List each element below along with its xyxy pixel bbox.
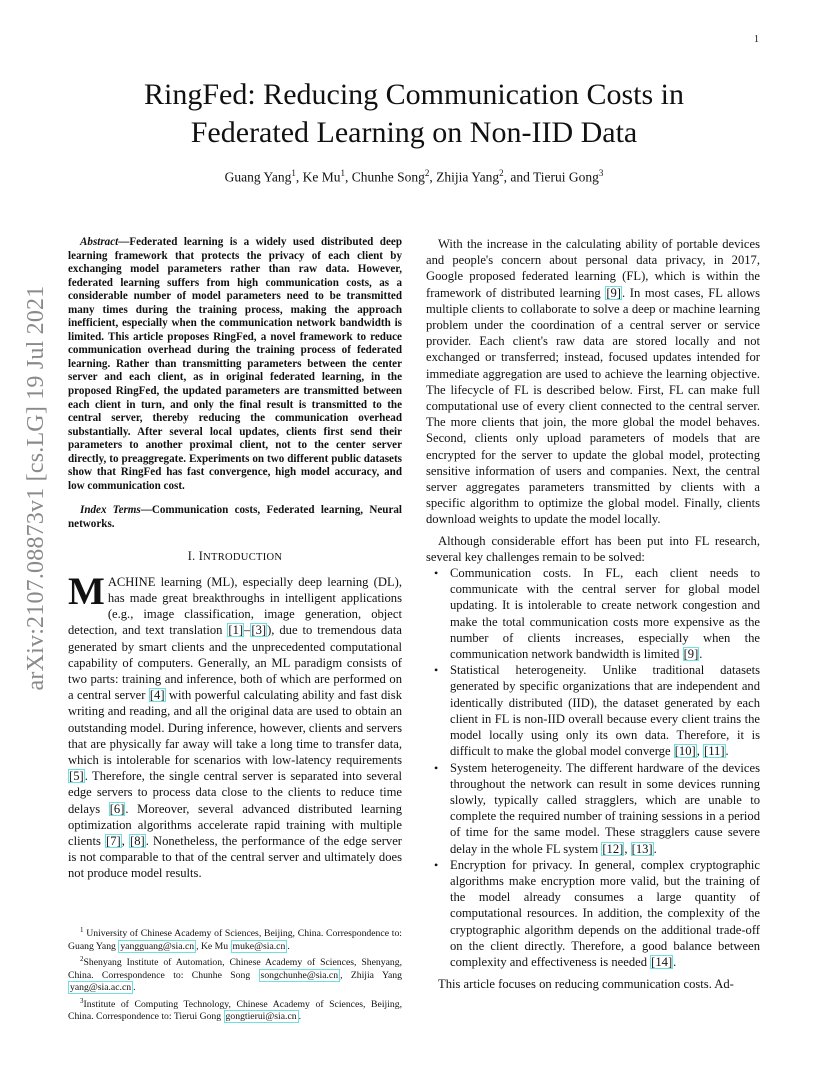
citation-link[interactable]: [14] [651, 954, 673, 969]
bullet-icon: • [434, 760, 439, 775]
index-terms-label: Index Terms [80, 504, 141, 517]
right-column [426, 236, 760, 992]
footnote-text: Shenyang Institute of Automation, Chinese Academy of Sciences, Shenyang, China. Correspondence to: Chunhe Song [68, 957, 402, 981]
section-initial: I [198, 549, 204, 564]
bullet-icon: • [434, 566, 439, 581]
body-paragraph: This article focuses on reducing communication costs. Ad- [438, 977, 734, 992]
body-text: . In most cases, FL allows multiple clients to collaborate to solve a deep or machine learning problem under the coordination of a central server or service provider. Each client's raw data are stored locally and not exchanged or transferred; instead, focused updates intended for immediate aggregation are used to achieve the learning objective. The lifecycle of FL is described below. First, FL can make full computational use of every client connected to the central server. The more clients that join, the more global the model behaves. Second, clients only upload parameters of models that are encrypted for the server to update the global model, protecting sensitive information of users and companies. Next, the central server aggregates parameters transmitted by clients with a specific algorithm to optimize the global model. Finally, clients download weights to update the model locally. [426, 285, 761, 527]
email-link[interactable]: muke@sia.cn [232, 940, 286, 952]
list-text: System heterogeneity. The different hardware of the devices throughout the network can result in some devices running slowly, typically called stragglers, which are unable to complete the required number of training sessions in a period of time for the same model. These stragglers cause severe delay in the whole FL system [450, 760, 760, 856]
citation-link[interactable]: [8] [130, 833, 145, 848]
footnote-text: . [287, 940, 290, 952]
footnote-text: University of Chinese Academy of Sciences, Beijing, China. Correspondence to: Guang Yang [68, 928, 402, 952]
intro-text: with powerful calculating ability and fast disk writing and reading, and all the original data are used to obtain an outstanding model. During inference, however, clients and servers that are physically far away will take a long time to transfer data, which is intolerable for scenarios with low-latency requirements [68, 688, 402, 767]
footnote-3 [68, 995, 402, 1024]
index-terms [68, 504, 402, 531]
footnote-mark: 3 [80, 996, 84, 1005]
list-item [426, 857, 760, 970]
list-item [426, 760, 760, 857]
author-name: Chunhe Song [351, 169, 425, 185]
footnote-text: . [298, 1011, 302, 1023]
affiliation-mark: 1 [291, 168, 296, 178]
citation-link[interactable]: [6] [109, 801, 125, 816]
abstract-label: Abstract [80, 236, 119, 248]
citation-link[interactable]: [3] [251, 623, 267, 638]
footnote-text: . [133, 982, 136, 994]
citation-link[interactable]: [11] [704, 744, 725, 759]
body-text: With the increase in the calculating ability of portable devices and people's concern about personal data privacy, in 2017, Google proposed federated learning (FL), which is within the framework of distributed learning [426, 237, 760, 300]
footnote-text: , Zhijia Yang [340, 969, 402, 981]
citation-link[interactable]: [9] [606, 285, 621, 300]
bullet-icon: • [434, 857, 439, 872]
footnote-mark: 1 [80, 926, 84, 934]
intro-text: learning (ML), especially deep learning (DL), has made great breakthroughs in intelligent applications (e.g., image classification, image generation, object detection, and text translation [68, 574, 402, 638]
intro-text: . Nonetheless, the performance of the edge server is not comparable to that of the central server and ultimately does not produce model results. [68, 833, 402, 881]
abstract-text: —Federated learning is a widely used distributed deep learning framework that protects the privacy of each client by exchanging model parameters rather than raw data. However, federated learning suffers from high communication costs, as a considerable number of model parameters need to be transmitted many times during the training process, making the approach inefficient, especially when the communication network bandwidth is limited. This article proposes RingFed, a novel framework to reduce communication overhead during the training process of federated learning. Rather than transmitting parameters between the center server and each client, as in original federated learning, in the proposed RingFed, the updated parameters are transmitted between each client in turn, and only the final result is transmitted to the central server, thereby reducing the communication overhead substantially. After several local updates, clients first send their parameters to another proximal client, not to the center server directly, to preaggregate. Experiments on two different public datasets show that RingFed has fast convergence, high model accuracy, and low communication cost. [68, 236, 402, 492]
body-paragraph: Although considerable effort has been put into FL research, several key challenges remain to be solved: [426, 533, 760, 564]
list-text: , [696, 744, 703, 759]
body-paragraph [426, 236, 760, 528]
footnote-text: Institute of Computing Technology, Chinese Academy of Sciences, Beijing, China. Correspondence to: Tierui Gong [68, 998, 402, 1023]
list-item [426, 662, 760, 759]
intro-text: , [121, 833, 130, 848]
email-link[interactable]: gongtierui@sia.cn [225, 1011, 297, 1023]
affiliation-mark: 1 [340, 168, 345, 178]
list-item [426, 565, 760, 662]
intro-paragraph [68, 569, 402, 882]
intro-text: ), due to tremendous data generated by smart clients and the unprecedented computational capability of computers. Generally, an ML paradigm consists of two parts: training and inference, both of which are performed on a central server [68, 623, 402, 703]
bullet-icon: • [434, 663, 439, 678]
section-numeral: I. [187, 549, 199, 564]
author-name: Ke Mu [302, 169, 341, 185]
list-text: , [624, 841, 631, 856]
affiliation-mark: 3 [598, 168, 604, 178]
author-name: Tierui Gong [533, 169, 599, 185]
email-link[interactable]: yang@sia.ac.cn [70, 982, 132, 994]
email-link[interactable]: yangguang@sia.cn [120, 940, 195, 952]
author-list: Guang Yang$^1$, Ke Mu$^1$, Chunhe Song$^2$, Zhijia Yang$^2$, and Tierui Gong$^3$ [224, 168, 604, 185]
challenge-list [426, 565, 760, 970]
list-text: Statistical heterogeneity. Unlike traditional datasets generated by specific organizations that are independent and identically distributed (IID), the dataset generated by each client in FL is non-IID overall because every client trains the model locally using only its own data. Therefore, it is difficult to make the global model converge [450, 663, 760, 759]
affiliation-mark: 2 [499, 168, 504, 178]
intro-text: . Therefore, the single central server is separated into several edge servers to process data close to the clients to reduce time delays [68, 769, 402, 816]
citation-link[interactable]: [1] [228, 623, 244, 638]
drop-cap: M [68, 569, 105, 613]
intro-first-word: ACHINE [107, 574, 156, 589]
section-heading-introduction [68, 548, 402, 566]
list-text: . [653, 841, 657, 856]
index-terms-text: —Communication costs, Federated learning, Neural networks. [68, 504, 402, 530]
list-text: . [673, 954, 677, 969]
footnotes [68, 924, 402, 1024]
citation-link[interactable]: [5] [69, 769, 84, 784]
footnote-mark: 2 [80, 955, 84, 964]
footnote-2 [68, 953, 402, 994]
abstract [68, 236, 402, 493]
citation-link[interactable]: [7] [106, 833, 121, 848]
arxiv-stamp: arXiv:2107.08873v1 [cs.LG] 19 Jul 2021 [23, 285, 49, 691]
left-column [68, 236, 402, 882]
list-text: Encryption for privacy. In general, complex cryptographic algorithms make encryption more valid, but the training of the model already consumes a large quantity of computational resources. In addition, the complexity of the cryptographic algorithm depends on the additional trade-off on the client directly. Therefore, a good balance between complexity and effectiveness is needed [450, 857, 760, 969]
paper-title: RingFed: Reducing Communication Costs in Federated Learning on Non-IID Data [144, 78, 684, 149]
list-text: Communication costs. In FL, each client needs to communicate with the central server for global model updating. It is intolerable to create network congestion and make the total communication costs more expensive as the number of clients increases, especially when the communication network bandwidth is limited [450, 566, 760, 662]
affiliation-mark: 2 [424, 168, 430, 178]
email-link[interactable]: songchunhe@sia.cn [260, 969, 339, 981]
footnote-text: , Ke Mu [196, 940, 231, 952]
citation-link[interactable]: [4] [149, 688, 165, 703]
intro-text: – [244, 623, 251, 638]
author-name: Zhijia Yang [436, 169, 500, 185]
author-name: Guang Yang [224, 169, 292, 185]
citation-link[interactable]: [13] [631, 841, 653, 856]
page-number: 1 [754, 34, 759, 45]
citation-link[interactable]: [12] [602, 841, 624, 856]
list-text: . [725, 744, 729, 759]
section-title-smallcaps: NTRODUCTION [203, 552, 283, 564]
list-text: . [699, 647, 703, 662]
intro-text: . Moreover, several advanced distributed learning optimization algorithms accelerate rapid training with multiple clients [68, 801, 402, 848]
citation-link[interactable]: [10] [674, 744, 696, 759]
footnote-1 [68, 924, 402, 953]
citation-link[interactable]: [9] [683, 647, 699, 662]
